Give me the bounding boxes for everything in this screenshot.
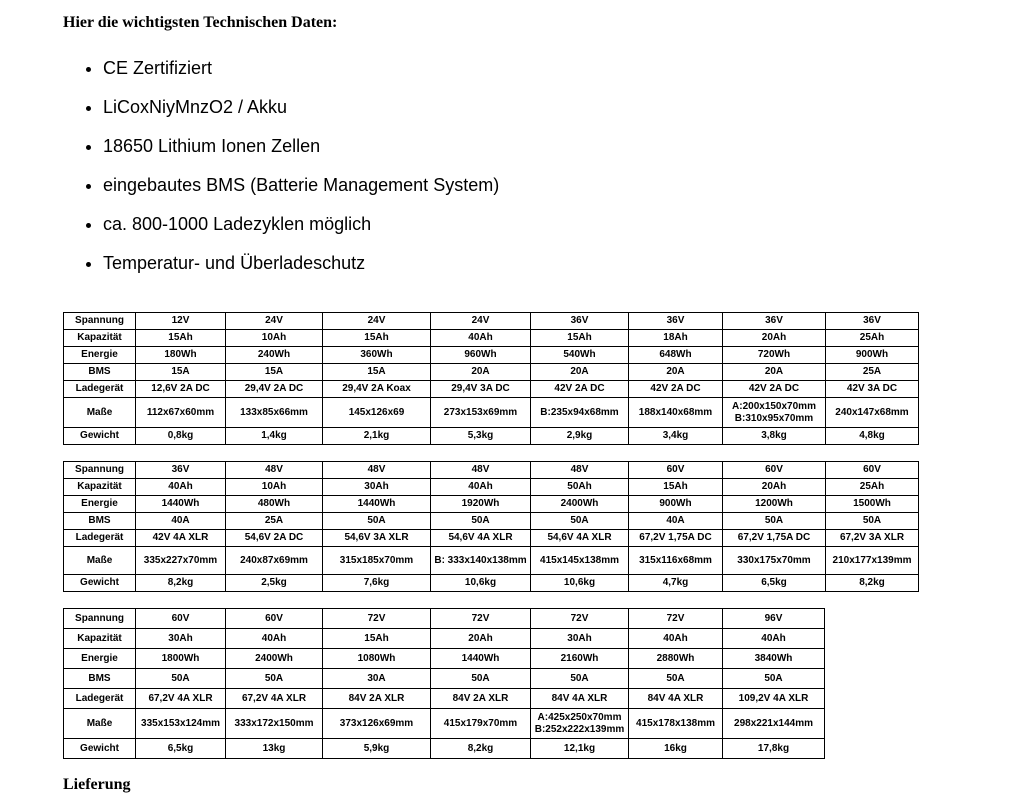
row-label: Ladegerät (64, 381, 136, 398)
table-cell: 48V (323, 462, 431, 479)
table-cell: 50A (629, 669, 723, 689)
table-cell: 10Ah (226, 479, 323, 496)
table-cell: 13kg (226, 739, 323, 759)
table-cell: 50A (226, 669, 323, 689)
table-cell: 30A (323, 669, 431, 689)
table-cell: 72V (531, 609, 629, 629)
row-label: Spannung (64, 462, 136, 479)
table-cell: 7,6kg (323, 575, 431, 592)
table-cell: 24V (323, 313, 431, 330)
table-cell: 25A (226, 513, 323, 530)
table-cell: 20A (629, 364, 723, 381)
row-label: Spannung (64, 609, 136, 629)
feature-item: • LiCoxNiyMnzO2 / Akku (103, 94, 499, 133)
table-cell: 5,3kg (431, 428, 531, 445)
table-cell: 720Wh (723, 347, 826, 364)
table-cell: 0,8kg (136, 428, 226, 445)
table-cell: 60V (226, 609, 323, 629)
table-cell: 36V (826, 313, 919, 330)
table-cell: 60V (136, 609, 226, 629)
table-cell: 1440Wh (323, 496, 431, 513)
table-cell: 36V (531, 313, 629, 330)
table-cell: 50A (826, 513, 919, 530)
feature-item: • eingebautes BMS (Batterie Management System) (103, 172, 499, 211)
row-label: BMS (64, 513, 136, 530)
table-cell: 84V 4A XLR (531, 689, 629, 709)
table-cell: 40Ah (431, 479, 531, 496)
table-cell: 50A (531, 669, 629, 689)
table-cell: 17,8kg (723, 739, 825, 759)
table-cell: 8,2kg (826, 575, 919, 592)
table-cell: 20A (723, 364, 826, 381)
table-cell: 42V 4A XLR (136, 530, 226, 547)
table-cell: 188x140x68mm (629, 398, 723, 428)
table-cell: 54,6V 4A XLR (431, 530, 531, 547)
table-cell: 2160Wh (531, 649, 629, 669)
table-cell: 240x147x68mm (826, 398, 919, 428)
table-cell: 15Ah (629, 479, 723, 496)
table-row (64, 479, 919, 496)
table-row (64, 609, 825, 629)
table-cell: 335x153x124mm (136, 709, 226, 739)
table-cell: 415x178x138mm (629, 709, 723, 739)
table-cell: 54,6V 3A XLR (323, 530, 431, 547)
row-label: Kapazität (64, 629, 136, 649)
row-label: Kapazität (64, 479, 136, 496)
row-label: Maße (64, 547, 136, 575)
table-cell: 1440Wh (431, 649, 531, 669)
table-cell: 480Wh (226, 496, 323, 513)
table-cell: 40Ah (629, 629, 723, 649)
table-row (64, 547, 919, 575)
table-row (64, 428, 919, 445)
table-cell: 1500Wh (826, 496, 919, 513)
table-cell: 3,4kg (629, 428, 723, 445)
row-label: Ladegerät (64, 530, 136, 547)
feature-item: • Temperatur- und Überladeschutz (103, 250, 499, 289)
table-row (64, 347, 919, 364)
table-cell: 60V (723, 462, 826, 479)
table-cell: 18Ah (629, 330, 723, 347)
table-cell: 360Wh (323, 347, 431, 364)
table-cell: 25Ah (826, 330, 919, 347)
table-cell: 12,6V 2A DC (136, 381, 226, 398)
table-cell: 40Ah (431, 330, 531, 347)
table-cell: 67,2V 3A XLR (826, 530, 919, 547)
table-cell: 67,2V 1,75A DC (629, 530, 723, 547)
table-cell: 25Ah (826, 479, 919, 496)
table-cell: B: 333x140x138mm (431, 547, 531, 575)
table-cell: 84V 2A XLR (431, 689, 531, 709)
row-label: Gewicht (64, 575, 136, 592)
row-label: Kapazität (64, 330, 136, 347)
table-cell: 960Wh (431, 347, 531, 364)
table-cell: 24V (431, 313, 531, 330)
table-cell: 6,5kg (136, 739, 226, 759)
row-label: Ladegerät (64, 689, 136, 709)
row-label: Gewicht (64, 739, 136, 759)
delivery-heading: Lieferung (63, 776, 131, 793)
table-row (64, 709, 825, 739)
row-label: Gewicht (64, 428, 136, 445)
table-cell: 298x221x144mm (723, 709, 825, 739)
table-cell: 4,8kg (826, 428, 919, 445)
feature-list (64, 55, 499, 289)
table-cell: 15Ah (323, 330, 431, 347)
table-cell: 30Ah (531, 629, 629, 649)
table-cell: 72V (629, 609, 723, 629)
table-row (64, 530, 919, 547)
table-cell: 273x153x69mm (431, 398, 531, 428)
table-cell: 72V (431, 609, 531, 629)
table-cell: 415x145x138mm (531, 547, 629, 575)
table-cell: 15Ah (136, 330, 226, 347)
table-row (64, 649, 825, 669)
table-cell: 109,2V 4A XLR (723, 689, 825, 709)
table-cell: 42V 2A DC (531, 381, 629, 398)
table-cell: 48V (226, 462, 323, 479)
table-cell: 36V (723, 313, 826, 330)
table-cell: 20Ah (431, 629, 531, 649)
table-cell: 900Wh (629, 496, 723, 513)
table-cell: 50A (431, 513, 531, 530)
table-cell: 50A (431, 669, 531, 689)
row-label: Energie (64, 649, 136, 669)
table-cell: 10Ah (226, 330, 323, 347)
row-label: BMS (64, 669, 136, 689)
spec-table-3 (63, 608, 825, 759)
table-cell: 335x227x70mm (136, 547, 226, 575)
table-cell: B:235x94x68mm (531, 398, 629, 428)
table-cell: 315x116x68mm (629, 547, 723, 575)
table-cell: 540Wh (531, 347, 629, 364)
table-cell: 1080Wh (323, 649, 431, 669)
table-cell: A:200x150x70mm B:310x95x70mm (723, 398, 826, 428)
table-row (64, 513, 919, 530)
table-cell: 373x126x69mm (323, 709, 431, 739)
table-cell: 96V (723, 609, 825, 629)
table-cell: 50A (323, 513, 431, 530)
table-cell: 15A (226, 364, 323, 381)
table-cell: 330x175x70mm (723, 547, 826, 575)
table-cell: 1200Wh (723, 496, 826, 513)
table-cell: 240x87x69mm (226, 547, 323, 575)
table-cell: 648Wh (629, 347, 723, 364)
table-cell: 2880Wh (629, 649, 723, 669)
table-cell: 40A (629, 513, 723, 530)
table-cell: 15Ah (531, 330, 629, 347)
table-cell: 48V (431, 462, 531, 479)
table-cell: 36V (136, 462, 226, 479)
feature-item: • 18650 Lithium Ionen Zellen (103, 133, 499, 172)
table-cell: 10,6kg (531, 575, 629, 592)
table-cell: 50A (723, 669, 825, 689)
row-label: Maße (64, 398, 136, 428)
table-cell: 1920Wh (431, 496, 531, 513)
table-cell: 84V 2A XLR (323, 689, 431, 709)
table-cell: 54,6V 2A DC (226, 530, 323, 547)
table-cell: 315x185x70mm (323, 547, 431, 575)
table-cell: 4,7kg (629, 575, 723, 592)
table-row (64, 381, 919, 398)
table-cell: 16kg (629, 739, 723, 759)
table-cell: 48V (531, 462, 629, 479)
table-row (64, 575, 919, 592)
table-cell: 15A (136, 364, 226, 381)
table-cell: 20Ah (723, 330, 826, 347)
table-cell: 67,2V 1,75A DC (723, 530, 826, 547)
table-row (64, 364, 919, 381)
feature-item: • CE Zertifiziert (103, 55, 499, 94)
spec-table-1 (63, 312, 919, 445)
table-cell: 50A (531, 513, 629, 530)
table-cell: 50Ah (531, 479, 629, 496)
table-row (64, 330, 919, 347)
table-cell: 36V (629, 313, 723, 330)
table-cell: 72V (323, 609, 431, 629)
table-cell: 333x172x150mm (226, 709, 323, 739)
row-label: Energie (64, 347, 136, 364)
table-cell: 15A (323, 364, 431, 381)
table-cell: 12V (136, 313, 226, 330)
table-cell: 40Ah (136, 479, 226, 496)
table-cell: 12,1kg (531, 739, 629, 759)
table-cell: 15Ah (323, 629, 431, 649)
table-cell: 29,4V 3A DC (431, 381, 531, 398)
table-cell: 415x179x70mm (431, 709, 531, 739)
table-row (64, 462, 919, 479)
table-cell: 2400Wh (226, 649, 323, 669)
table-cell: 42V 2A DC (723, 381, 826, 398)
table-cell: 1440Wh (136, 496, 226, 513)
table-cell: 20A (531, 364, 629, 381)
table-cell: 2,5kg (226, 575, 323, 592)
table-cell: 40Ah (723, 629, 825, 649)
table-row (64, 398, 919, 428)
table-cell: 50A (136, 669, 226, 689)
table-cell: A:425x250x70mm B:252x222x139mm (531, 709, 629, 739)
row-label: Maße (64, 709, 136, 739)
table-cell: 54,6V 4A XLR (531, 530, 629, 547)
table-cell: 5,9kg (323, 739, 431, 759)
table-cell: 42V 3A DC (826, 381, 919, 398)
table-cell: 84V 4A XLR (629, 689, 723, 709)
table-cell: 900Wh (826, 347, 919, 364)
table-cell: 29,4V 2A Koax (323, 381, 431, 398)
table-cell: 40A (136, 513, 226, 530)
table-cell: 24V (226, 313, 323, 330)
table-cell: 8,2kg (431, 739, 531, 759)
table-cell: 67,2V 4A XLR (226, 689, 323, 709)
table-cell: 8,2kg (136, 575, 226, 592)
table-row (64, 739, 825, 759)
table-cell: 145x126x69 (323, 398, 431, 428)
table-cell: 180Wh (136, 347, 226, 364)
table-cell: 1800Wh (136, 649, 226, 669)
table-cell: 112x67x60mm (136, 398, 226, 428)
table-cell: 10,6kg (431, 575, 531, 592)
table-cell: 50A (723, 513, 826, 530)
section-heading: Hier die wichtigsten Technischen Daten: (63, 14, 338, 31)
table-cell: 2,9kg (531, 428, 629, 445)
row-label: BMS (64, 364, 136, 381)
table-cell: 20Ah (723, 479, 826, 496)
table-cell: 1,4kg (226, 428, 323, 445)
table-cell: 60V (629, 462, 723, 479)
table-cell: 3,8kg (723, 428, 826, 445)
table-cell: 6,5kg (723, 575, 826, 592)
table-cell: 25A (826, 364, 919, 381)
table-cell: 30Ah (136, 629, 226, 649)
table-cell: 3840Wh (723, 649, 825, 669)
table-cell: 30Ah (323, 479, 431, 496)
spec-table-2 (63, 461, 919, 592)
table-cell: 29,4V 2A DC (226, 381, 323, 398)
table-cell: 67,2V 4A XLR (136, 689, 226, 709)
table-cell: 60V (826, 462, 919, 479)
feature-item: • ca. 800-1000 Ladezyklen möglich (103, 211, 499, 250)
table-cell: 240Wh (226, 347, 323, 364)
table-row (64, 669, 825, 689)
table-cell: 20A (431, 364, 531, 381)
row-label: Spannung (64, 313, 136, 330)
table-row (64, 689, 825, 709)
table-cell: 40Ah (226, 629, 323, 649)
table-row (64, 496, 919, 513)
table-cell: 42V 2A DC (629, 381, 723, 398)
table-cell: 210x177x139mm (826, 547, 919, 575)
table-row (64, 629, 825, 649)
table-cell: 133x85x66mm (226, 398, 323, 428)
table-cell: 2,1kg (323, 428, 431, 445)
table-cell: 2400Wh (531, 496, 629, 513)
table-row (64, 313, 919, 330)
row-label: Energie (64, 496, 136, 513)
